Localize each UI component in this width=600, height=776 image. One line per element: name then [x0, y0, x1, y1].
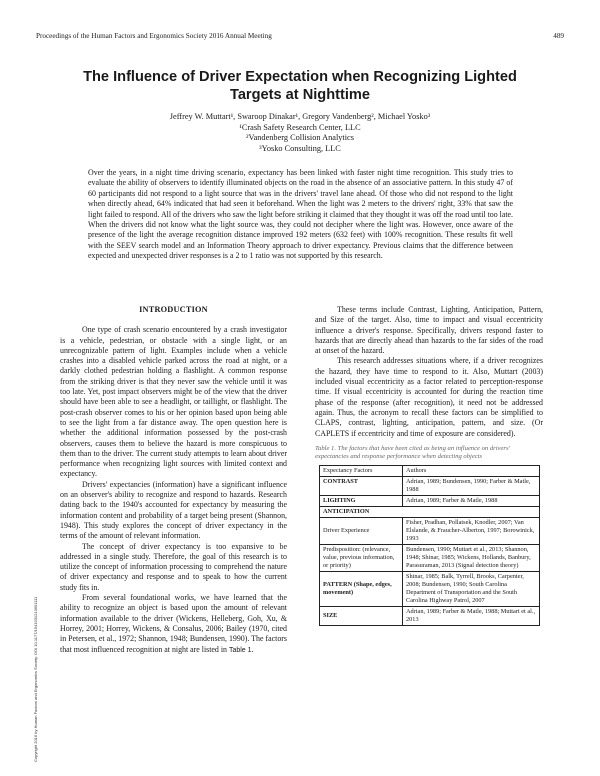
author-block [40, 112, 560, 154]
table-row [320, 496, 540, 507]
right-paragraph-1: These terms include Contrast, Lighting, Anticipation, Pattern, and Size of the target. Also, time to impact and visual eccentricity influence a driver's response. Specifically, drivers respond faster to hazards that are directly ahead than hazards to the far sides of the road at onset of the hazard. [315, 305, 543, 356]
copyright-sidebar: Copyright 2016 by Human Factors and Ergonomics Society. DOI 10.1177/1541931213601111 [33, 596, 38, 762]
table-cell-authors: Shinar, 1985; Balk, Tyrrell, Brooks, Carpenter, 2008; Bundensen, 1990; South Carolina Department of Transportation and the South Carolina Highway Patrol, 2007 [403, 572, 540, 607]
intro-paragraph-3: The concept of driver expectancy is too expansive to be addressed in a single study. Therefore, the goal of this research is to utilize the concept of information processing to comprehend the nature of driver expectancy and response and to speak to how the current study fits in. [60, 541, 287, 592]
section-heading-introduction: INTRODUCTION [139, 305, 208, 314]
abstract: Over the years, in a night time driving scenario, expectancy has been linked with faster night time recognition. This study tries to evaluate the ability of observers to identify illuminated objects on the road in the absence of an associative pattern. In this study 47 of 60 participants did not respond to a light source that was in the drivers' travel lane ahead. Of those who did not respond to the light when directly ahead, 64% indicated that had seen it beforehand. When the light was 2 meters to the drivers' right, 33% that saw the light failed to respond. All of the drivers who saw the light before striking it claimed that they thought it was off the road until too late. When the drivers did not know what the light source was, they could not decipher where the light was. However, once aware of the presence of the light the average recognition distance improved 192 meters (632 feet) with 100% recognition. These results fit well with the SEEV search model and an Information Theory approach to driver expectancy. Previous claims that the difference between expected and unexpected driver responses is a 2 to 1 ratio was not supported by this research. [88, 168, 513, 261]
table-header-authors: Authors [403, 466, 540, 477]
table-row [320, 518, 540, 545]
table-cell-factor: LIGHTING [320, 496, 403, 507]
intro-paragraph-4-end: . [251, 644, 254, 654]
table-cell-authors: Fisher, Pradhan, Pollatsek, Knodler, 2007; Van Elslande, & Fraucher-Alberton, 1997; Borowinick, 1993 [403, 518, 540, 545]
table-cell-authors: Adrian, 1989; Bundensen, 1990; Farber & Matle, 1988 [403, 477, 540, 496]
table-row [320, 545, 540, 572]
expectancy-factors-table [319, 465, 540, 626]
left-column [60, 305, 287, 656]
table-cell-factor: ANTICIPATION [320, 507, 540, 518]
affiliation-3: ³Yosko Consulting, LLC [259, 143, 341, 153]
table-cell-factor: Driver Experience [320, 518, 403, 545]
paper-title: The Influence of Driver Expectation when Recognizing Lighted Targets at Nighttime [83, 69, 517, 103]
table-row [320, 572, 540, 607]
right-column [315, 305, 543, 626]
intro-paragraph-1: One type of crash scenario encountered by a crash investigator is a vehicle, pedestrian, or obstacle with a single light, or an unrecognizable pattern of light. Examples include when a vehicle crashes into a disabled vehicle parked across the road at night, or a darkly clothed pedestrian holding a flashlight. A common response from the striking driver is that they never saw the vehicle until it was too late. Yet, post impact observers might be of the view that the driver should have been able to see a headlight, or taillight, or flashlight. The post-crash observer comes to his or her opinion based upon being able to see the light from a far distance away. The open question here is whether the additional information possessed by the post-crash observers, causes them to believe the hazard is more conspicuous to them than to the driver. The current study attempts to learn about driver performance when recognizing light sources with limited context and expectancy. [60, 325, 287, 479]
intro-paragraph-4-text: From several foundational works, we have learned that the ability to recognize an object is based upon the amount of relevant information available to the driver (Wickens, Helleberg, Goh, Xu, & Horrey, 2001; Horrey, Wickens, & Consalus, 2006; Bailey (1970, cited in Petersen, et al., 1972; Shannon, 1948; Bundensen, 1990). The factors that most influenced recognition at night are listed in [60, 593, 287, 654]
right-paragraph-2: This research addresses situations where, if a driver recognizes the hazard, they have time to respond to it. Also, Muttart (2003) included visual eccentricity as a factor related to perception-response time. If visual eccentricity is accounted for during the reaction time phase of the response (after recognition), it need not be addressed again. Thus, the acronym to recall these factors can be simplified to CLAPS, contrast, lighting, anticipation, pattern, and size. (Or CAPLETS if eccentricity and time of exposure are considered). [315, 356, 543, 438]
table-header-factors: Expectancy Factors [320, 466, 403, 477]
affiliation-1: ¹Crash Safety Research Center, LLC [239, 122, 361, 132]
author-names: Jeffrey W. Muttart¹, Swaroop Dinakar¹, Gregory Vandenberg², Michael Yosko³ [169, 112, 431, 121]
affiliation-2: ²Vandenberg Collision Analytics [246, 133, 354, 143]
table-1-reference-link[interactable]: Table 1 [228, 646, 252, 654]
table-cell-factor: CONTRAST [320, 477, 403, 496]
table-cell-factor: Predisposition: (relevance, value, previous information, or priority) [320, 545, 403, 572]
table-cell-authors: Bundensen, 1990; Muttart et al., 2013; Shannon, 1948; Shinar, 1985; Wickens, Hollands, Banbury, Parasuraman, 2013 (Signal detection theory) [403, 545, 540, 572]
table-row [320, 507, 540, 518]
intro-paragraph-2: Drivers' expectancies (information) have a significant influence on an observer's ability to recognize and respond to hazards. Research dating back to the 1940's accounted for expectancy by measuring the information content and probability of a target being present (Shannon, 1948). This study explores the concept of driver expectancy in the terms of the amount of relevant information. [60, 479, 287, 541]
table-cell-authors: Adrian, 1989; Farber & Matle, 1988 [403, 496, 540, 507]
table-cell-factor: PATTERN (Shape, edges, movement) [320, 572, 403, 607]
intro-paragraph-4 [60, 593, 287, 656]
page-number: 489 [553, 32, 564, 40]
table-cell-authors: Adrian, 1989; Farber & Matle, 1988; Muttart et al., 2013 [403, 607, 540, 626]
table-row [320, 477, 540, 496]
table-row [320, 607, 540, 626]
table-caption: Table 1. The factors that have been cited as being an influence on drivers' expectancies and response performance when detecting objects [315, 444, 510, 461]
journal-title: Proceedings of the Human Factors and Ergonomics Society 2016 Annual Meeting [36, 32, 272, 40]
table-cell-factor: SIZE [320, 607, 403, 626]
table-header-row [320, 466, 540, 477]
